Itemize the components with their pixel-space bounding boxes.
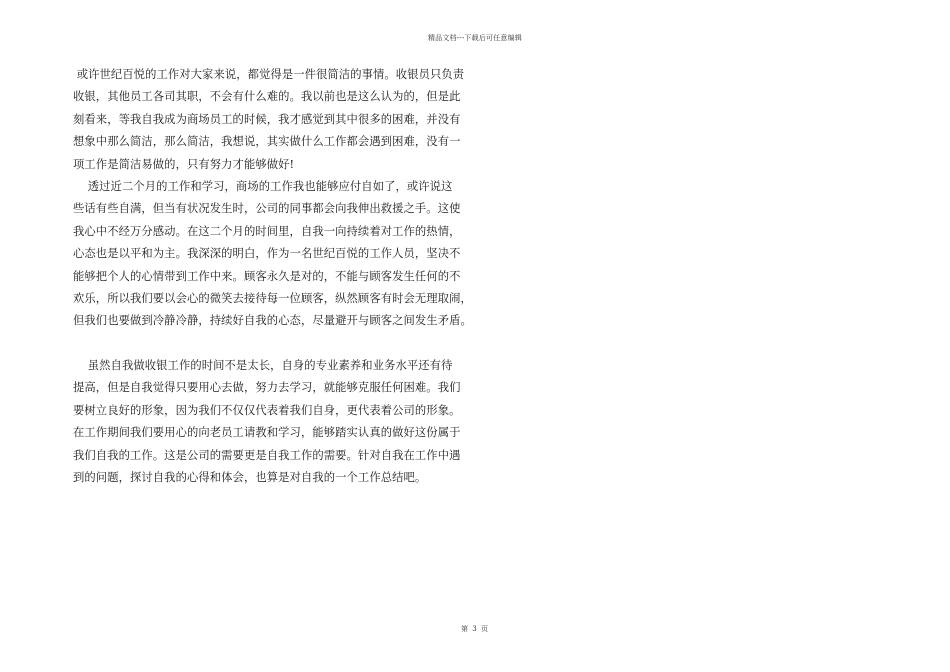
text-line: 但我们也要做到冷静冷静，持续好自我的心态，尽量避开与顾客之间发生矛盾。 [73,314,472,328]
text-line: 些话有些自满，但当有状况发生时，公司的同事都会向我伸出救援之手。这使 [73,202,461,216]
text-line: 到的问题，探讨自我的心得和体会，也算是对自我的一个工作总结吧。 [73,471,427,485]
text-line: 心态也是以平和为主。我深深的明白，作为一名世纪百悦的工作人员，坚决不 [73,247,461,261]
text-line: 或许世纪百悦的工作对大家来说，都觉得是一件很简洁的事情。收银员只负责 [73,68,465,81]
document-body [73,64,473,489]
text-line: 虽然自我做收银工作的时间不是太长，自身的专业素养和业务水平还有待 [73,359,453,373]
text-line: 收银，其他员工各司其职，不会有什么难的。我以前也是这么认为的，但是此 [73,90,461,104]
text-line: 刻看来，等我自我成为商场员工的时候，我才感觉到其中很多的困难，并没有 [73,112,461,126]
text-line: 想象中那么简洁，那么简洁，我想说，其实做什么工作都会遇到困难，没有一 [73,135,461,149]
text-line: 项工作是简洁易做的，只有努力才能够做好! [73,157,295,171]
text-line: 欢乐，所以我们要以会心的微笑去接待每一位顾客，纵然顾客有时会无理取闹， [73,291,472,305]
page-number: 第 3 页 [461,625,489,633]
text-line: 提高，但是自我觉得只要用心去做，努力去学习，就能够克服任何困难。我们 [73,381,461,395]
text-line: 要树立良好的形象，因为我们不仅仅代表着我们自身，更代表着公司的形象。 [73,403,461,417]
text-line: 透过近二个月的工作和学习，商场的工作我也能够应付自如了，或许说这 [73,179,453,193]
text-line: 我心中不经万分感动。在这二个月的时间里，自我一向持续着对工作的热情， [73,224,461,238]
text-line: 在工作期间我们要用心的向老员工请教和学习，能够踏实认真的做好这份属于 [73,426,461,440]
page-header: 精品文档---下载后可任意编辑 [427,34,523,42]
text-line: 能够把个人的心情带到工作中来。顾客永久是对的，不能与顾客发生任何的不 [73,269,461,283]
blank-line [73,333,473,355]
text-line: 我们自我的工作。这是公司的需要更是自我工作的需要。针对自我在工作中遇 [73,448,461,462]
